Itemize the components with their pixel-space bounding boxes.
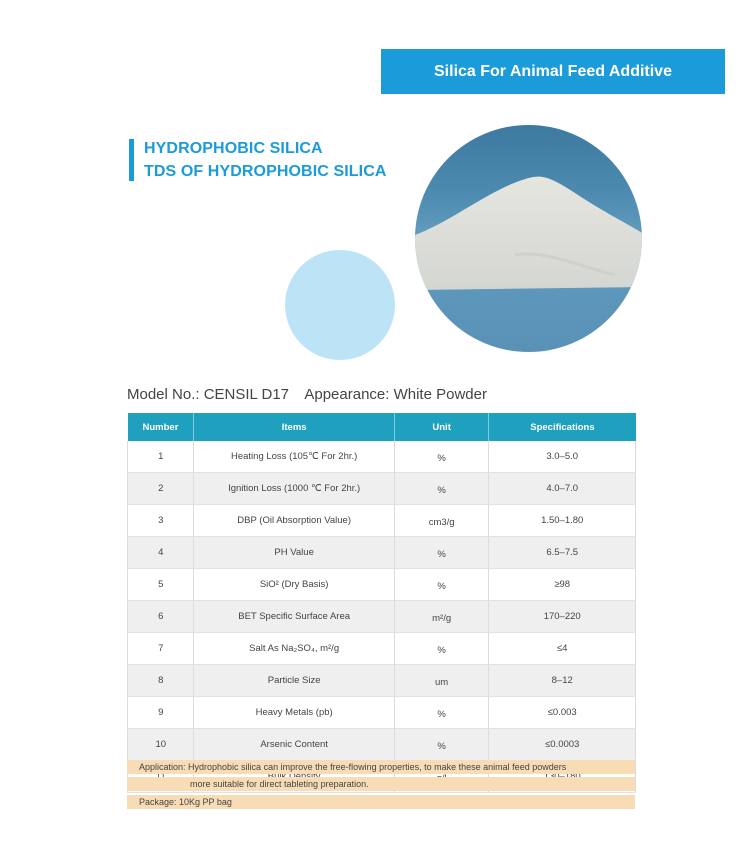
heading-line-1: HYDROPHOBIC SILICA (144, 140, 323, 157)
application-note (127, 760, 635, 774)
table-row (128, 633, 636, 665)
cell-spec: 4.0–7.0 (489, 473, 636, 505)
cell-spec: ≤4 (489, 633, 636, 665)
cell-unit: % (394, 537, 489, 569)
cell-item: Ignition Loss (1000 ℃ For 2hr.) (194, 473, 394, 505)
cell-item: Salt As Na₂SO₄, m²/g (194, 633, 394, 665)
cell-item: BET Specific Surface Area (194, 601, 394, 633)
cell-number: 9 (128, 697, 194, 729)
table-row (128, 729, 636, 761)
cell-number: 2 (128, 473, 194, 505)
cell-spec: 6.5–7.5 (489, 537, 636, 569)
cell-spec: 8–12 (489, 665, 636, 697)
table-row (128, 537, 636, 569)
powder-pile-image (415, 125, 642, 352)
cell-item: Heavy Metals (pb) (194, 697, 394, 729)
cell-unit: % (394, 729, 489, 761)
header-number: Number (128, 413, 194, 441)
cell-item: DBP (Oil Absorption Value) (194, 505, 394, 537)
cell-item: SiO² (Dry Basis) (194, 569, 394, 601)
cell-number: 10 (128, 729, 194, 761)
cell-number: 6 (128, 601, 194, 633)
cell-number: 1 (128, 441, 194, 473)
cell-item: Arsenic Content (194, 729, 394, 761)
cell-item: PH Value (194, 537, 394, 569)
model-info (127, 386, 499, 403)
cell-spec: 3.0–5.0 (489, 441, 636, 473)
cell-item: Heating Loss (105℃ For 2hr.) (194, 441, 394, 473)
cell-number: 3 (128, 505, 194, 537)
header-items: Items (194, 413, 394, 441)
banner (381, 49, 725, 94)
table-row (128, 441, 636, 473)
application-note-continued (127, 777, 635, 791)
table-row (128, 601, 636, 633)
cell-number: 4 (128, 537, 194, 569)
table-header-row (128, 413, 636, 441)
table-row (128, 697, 636, 729)
product-photo (415, 125, 642, 352)
table-row (128, 665, 636, 697)
application-text-line-2: more suitable for direct tableting preparation. (190, 779, 369, 789)
heading-block (129, 137, 387, 183)
cell-unit: m²/g (394, 601, 489, 633)
cell-unit: % (394, 633, 489, 665)
cell-spec: ≤0.003 (489, 697, 636, 729)
cell-spec: 170–220 (489, 601, 636, 633)
table-row (128, 569, 636, 601)
cell-number: 7 (128, 633, 194, 665)
cell-unit: cm3/g (394, 505, 489, 537)
cell-number: 8 (128, 665, 194, 697)
cell-unit: % (394, 697, 489, 729)
header-unit: Unit (394, 413, 489, 441)
banner-title: Silica For Animal Feed Additive (434, 62, 672, 80)
header-specifications: Specifications (489, 413, 636, 441)
cell-unit: um (394, 665, 489, 697)
application-text-line-1: Application: Hydrophobic silica can improve the free-flowing properties, to make these animal feed powders (139, 762, 567, 772)
decorative-circle (285, 250, 395, 360)
cell-unit: % (394, 569, 489, 601)
spec-table (127, 413, 636, 793)
table-row (128, 505, 636, 537)
model-number: Model No.: CENSIL D17 (127, 386, 290, 403)
heading-accent-bar (129, 139, 134, 181)
cell-spec: ≥98 (489, 569, 636, 601)
cell-item: Particle Size (194, 665, 394, 697)
package-note (127, 795, 635, 809)
heading-line-2: TDS OF HYDROPHOBIC SILICA (144, 163, 387, 180)
cell-number: 5 (128, 569, 194, 601)
package-text: Package: 10Kg PP bag (139, 797, 232, 807)
cell-spec: ≤0.0003 (489, 729, 636, 761)
cell-unit: % (394, 441, 489, 473)
appearance: Appearance: White Powder (304, 386, 487, 403)
table-row (128, 473, 636, 505)
cell-unit: % (394, 473, 489, 505)
cell-spec: 1.50–1.80 (489, 505, 636, 537)
